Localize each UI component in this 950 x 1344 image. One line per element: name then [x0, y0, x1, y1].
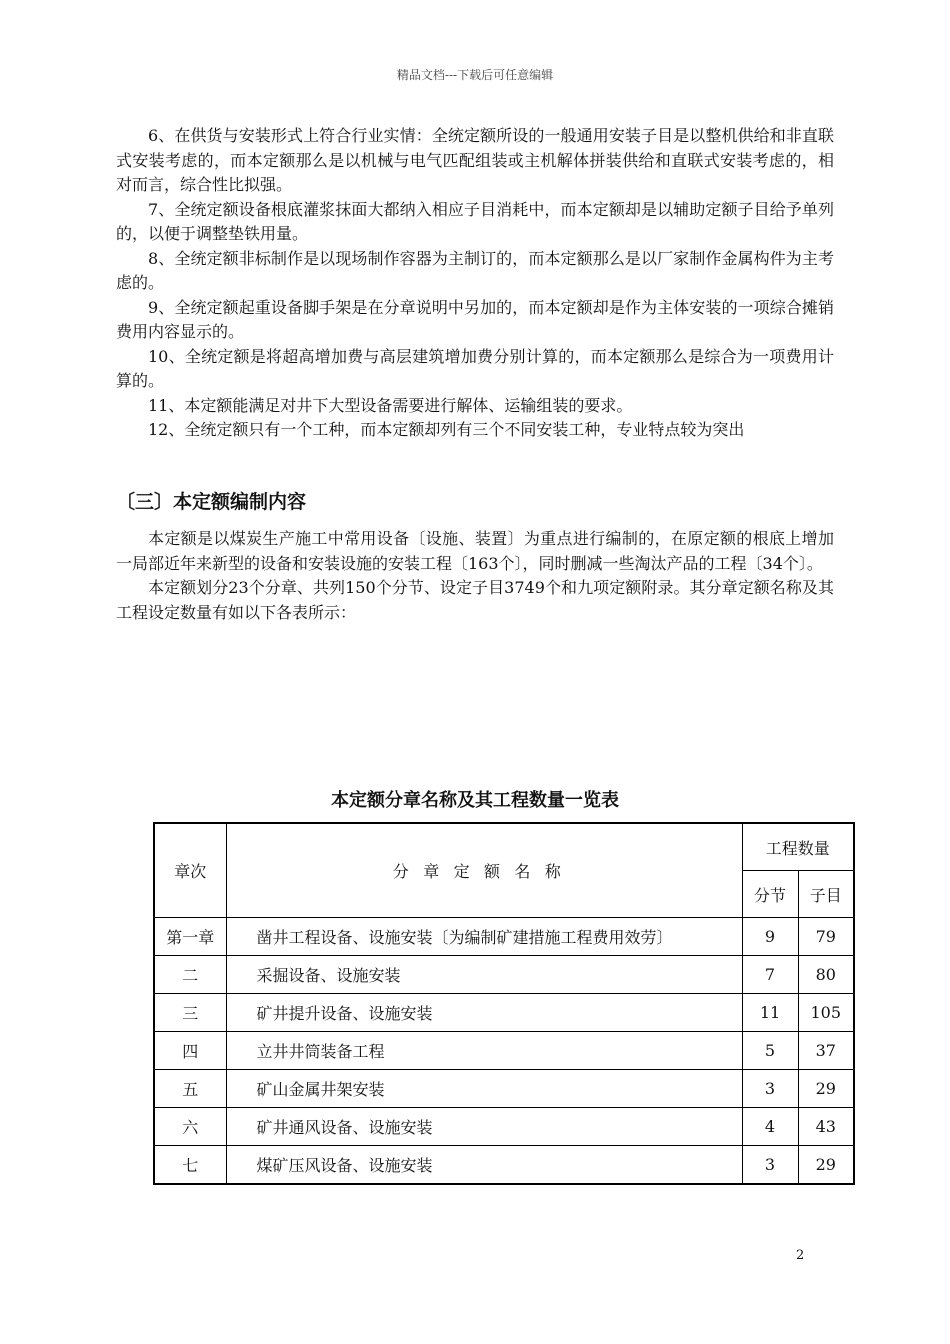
cell-chapter: 五	[154, 1070, 226, 1108]
table-row	[154, 1032, 854, 1070]
paragraph-6: 6、在供货与安装形式上符合行业实情：全统定额所设的一般通用安装子目是以整机供给和非直联式安装考虑的，而本定额那么是以机械与电气匹配组装或主机解体拼装供给和直联式安装考虑的，相对而言，综合性比拟强。	[116, 126, 834, 194]
cell-sections: 7	[742, 956, 798, 994]
header-sections: 分节	[742, 871, 798, 918]
header-subitems: 子目	[798, 871, 854, 918]
header-count-group: 工程数量	[742, 823, 854, 871]
cell-sections: 3	[742, 1146, 798, 1185]
section-paragraph-2: 本定额划分23个分章、共列150个分节、设定子目3749个和九项定额附录。其分章定额名称及其工程设定数量有如以下各表所示：	[116, 578, 834, 622]
body-text	[116, 124, 834, 443]
header-note: 精品文档---下载后可任意编辑	[396, 68, 554, 82]
table-row	[154, 956, 854, 994]
paragraph-7: 7、全统定额设备根底灌浆抹面大都纳入相应子目消耗中，而本定额却是以辅助定额子目给予单列的，以便于调整垫铁用量。	[116, 199, 834, 243]
header-chapter: 章次	[154, 823, 226, 918]
paragraph-12: 12、全统定额只有一个工种，而本定额却列有三个不同安装工种，专业特点较为突出	[148, 420, 745, 439]
cell-sections: 3	[742, 1070, 798, 1108]
cell-chapter: 第一章	[154, 918, 226, 956]
cell-subitems: 29	[798, 1070, 854, 1108]
cell-chapter: 四	[154, 1032, 226, 1070]
cell-sections: 11	[742, 994, 798, 1032]
section-text	[116, 527, 834, 625]
table-title: 本定额分章名称及其工程数量一览表	[331, 790, 619, 811]
paragraph-10: 10、全统定额是将超高增加费与高层建筑增加费分别计算的，而本定额那么是综合为一项费用计算的。	[116, 346, 834, 390]
cell-name: 矿山金属井架安装	[226, 1070, 742, 1108]
cell-name: 立井井筒装备工程	[226, 1032, 742, 1070]
cell-subitems: 80	[798, 956, 854, 994]
cell-name: 煤矿压风设备、设施安装	[226, 1146, 742, 1185]
table-row	[154, 1070, 854, 1108]
cell-sections: 4	[742, 1108, 798, 1146]
cell-subitems: 29	[798, 1146, 854, 1185]
cell-subitems: 105	[798, 994, 854, 1032]
cell-subitems: 43	[798, 1108, 854, 1146]
section-heading: 〔三〕本定额编制内容	[116, 491, 307, 513]
cell-sections: 9	[742, 918, 798, 956]
page-number: 2	[796, 1248, 805, 1263]
paragraph-11: 11、本定额能满足对井下大型设备需要进行解体、运输组装的要求。	[148, 395, 633, 415]
cell-name: 凿井工程设备、设施安装〔为编制矿建措施工程费用效劳〕	[226, 918, 742, 956]
section-paragraph-1: 本定额是以煤炭生产施工中常用设备〔设施、装置〕为重点进行编制的，在原定额的根底上增加一局部近年来新型的设备和安装设施的安装工程〔163个〕，同时删减一些淘汰产品的工程〔34个〕。	[116, 529, 834, 573]
header-name: 分章定额名称	[226, 823, 742, 918]
table-row	[154, 918, 854, 956]
paragraph-9: 9、全统定额起重设备脚手架是在分章说明中另加的，而本定额却是作为主体安装的一项综合摊销费用内容显示的。	[116, 297, 834, 341]
paragraph-8: 8、全统定额非标制作是以现场制作容器为主制订的，而本定额那么是以厂家制作金属构件为主考虑的。	[116, 248, 834, 292]
cell-subitems: 37	[798, 1032, 854, 1070]
cell-subitems: 79	[798, 918, 854, 956]
cell-name: 矿井通风设备、设施安装	[226, 1108, 742, 1146]
cell-chapter: 七	[154, 1146, 226, 1185]
table-row	[154, 1146, 854, 1185]
table-header-row	[154, 823, 854, 871]
quota-table	[153, 822, 855, 1185]
cell-name: 采掘设备、设施安装	[226, 956, 742, 994]
cell-chapter: 六	[154, 1108, 226, 1146]
table-row	[154, 994, 854, 1032]
cell-sections: 5	[742, 1032, 798, 1070]
cell-name: 矿井提升设备、设施安装	[226, 994, 742, 1032]
cell-chapter: 二	[154, 956, 226, 994]
table-row	[154, 1108, 854, 1146]
cell-chapter: 三	[154, 994, 226, 1032]
